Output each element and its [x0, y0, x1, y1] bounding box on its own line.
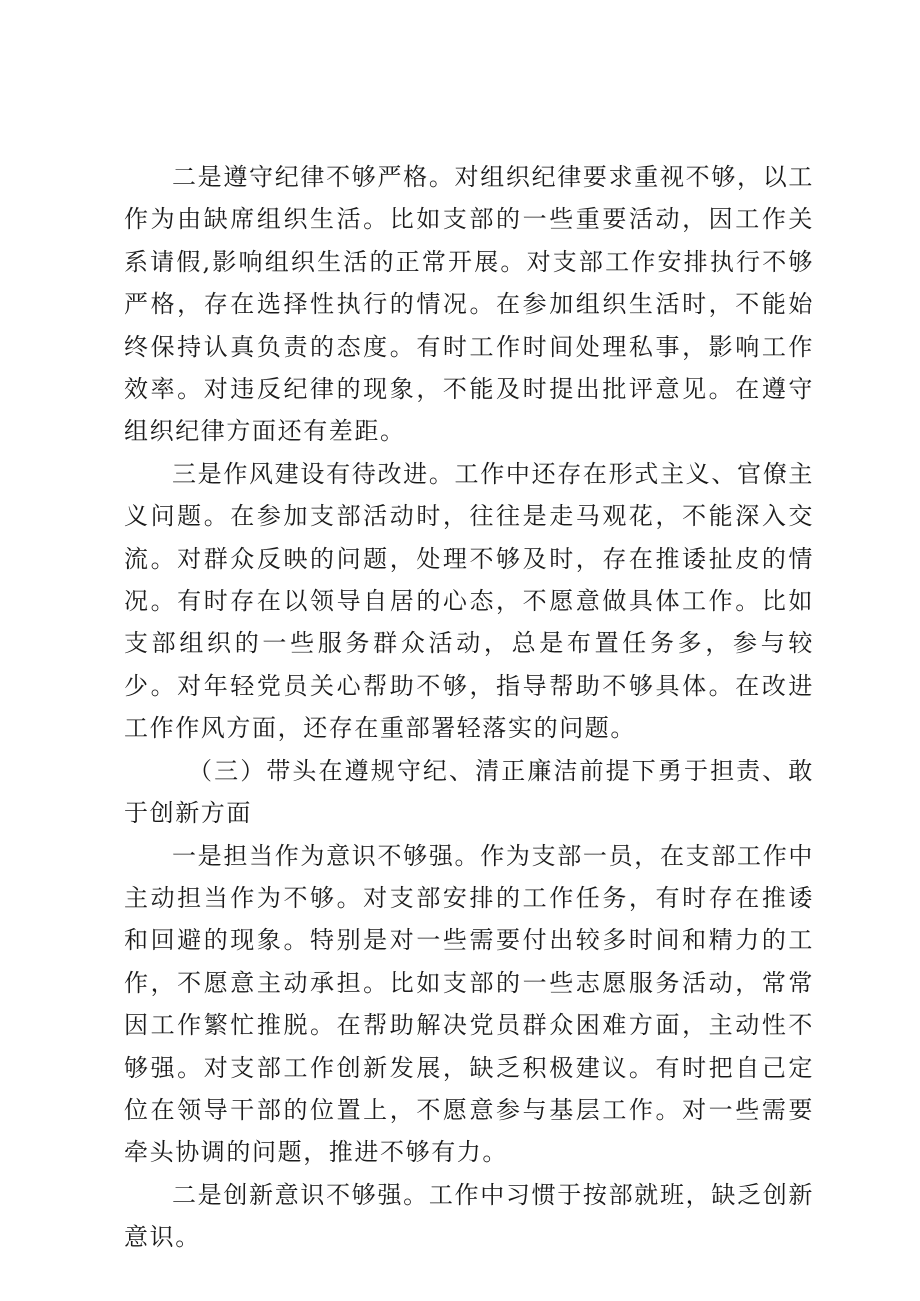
paragraph-discipline: 二是遵守纪律不够严格。对组织纪律要求重视不够，以工作为由缺席组织生活。比如支部的一些重要活动，因工作关系请假,影响组织生活的正常开展。对支部工作安排执行不够严格，存在选择性执行的情况。在参加组织生活时，不能始终保持认真负责的态度。有时工作时间处理私事，影响工作效率。对违反纪律的现象，不能及时提出批评意见。在遵守组织纪律方面还有差距。: [124, 163, 814, 446]
paragraph-responsibility: 一是担当作为意识不够强。作为支部一员，在支部工作中主动担当作为不够。对支部安排的工作任务，有时存在推诿和回避的现象。特别是对一些需要付出较多时间和精力的工作，不愿意主动承担。比如支部的一些志愿服务活动，常常因工作繁忙推脱。在帮助解决党员群众困难方面，主动性不够强。对支部工作创新发展，缺乏积极建议。有时把自己定位在领导干部的位置上，不愿意参与基层工作。对一些需要牵头协调的问题，推进不够有力。: [124, 841, 814, 1167]
document-body: [124, 156, 814, 1259]
paragraph-innovation: 二是创新意识不够强。工作中习惯于按部就班，缺乏创新意识。: [124, 1180, 814, 1252]
paragraph-work-style: 三是作风建设有待改进。工作中还存在形式主义、官僚主义问题。在参加支部活动时，往往是走马观花，不能深入交流。对群众反映的问题，处理不够及时，存在推诿扯皮的情况。有时存在以领导自居的心态，不愿意做具体工作。比如支部组织的一些服务群众活动，总是布置任务多，参与较少。对年轻党员关心帮助不够，指导帮助不够具体。在改进工作作风方面，还存在重部署轻落实的问题。: [124, 459, 814, 743]
section-heading: （三）带头在遵规守纪、清正廉洁前提下勇于担责、敢于创新方面: [124, 756, 814, 828]
